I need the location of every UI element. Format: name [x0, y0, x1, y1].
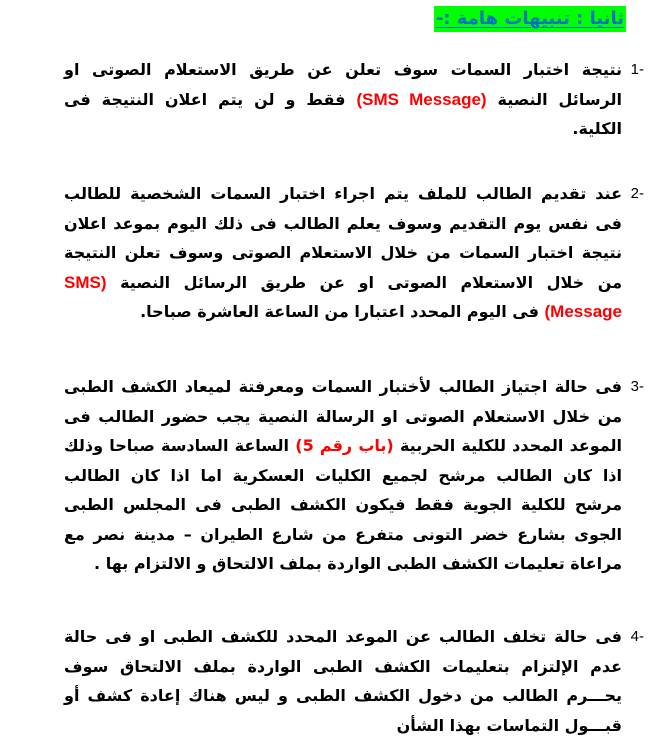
sms-highlight: (SMS Message) [64, 272, 622, 321]
notice-item-1 [64, 55, 644, 144]
item-number: 4- [630, 628, 644, 645]
item-text-cont: فى اليوم المحدد اعتبارا من الساعة العاشرة صباحا. [140, 302, 539, 321]
item-number: 1- [630, 61, 644, 78]
notice-item-4 [64, 622, 644, 740]
item-text-cont: الساعة السادسة صباحا وذلك اذا كان الطالب مرشح لجميع الكليات العسكرية اما اذا كان الطالب مرشح للكلية الجوية فقط فيكون الكشف الطبى فى المجلس الطبى الجوى بشارع خضر التونى متفرع من شارع الطيران – مدينة نصر مع مراعاة تعليمات الكشف الطبى الواردة بملف الالتحاق و الالتزام بها . [64, 436, 622, 573]
item-text-cont: فقط و لن يتم اعلان النتيجة فى الكلية. [64, 89, 622, 138]
sms-highlight: (SMS Message) [356, 89, 487, 109]
item-number: 2- [630, 185, 644, 202]
item-text: نتيجة اختبار السمات سوف تعلن عن طريق الاستعلام الصوتى او الرسائل النصية [64, 60, 623, 109]
gate-highlight: (باب رقم 5) [295, 436, 394, 455]
item-text: عند تقديم الطالب للملف يتم اجراء اختبار السمات الشخصية للطالب فى نفس يوم التقديم وسوف يعلم الطالب فى ذلك اليوم بموعد اعلان نتيجة اختبار السمات من خلال الاستعلام الصوتى وسوف تعلن النتيجة من خلال الاستعلام الصوتى او عن طريق الرسائل النصية [64, 184, 622, 292]
notice-item-2 [64, 179, 644, 327]
item-number: 3- [630, 378, 644, 395]
section-heading: ثانيا : تنبيهات هامة :- [434, 6, 626, 32]
notice-item-3 [64, 372, 644, 579]
item-text: فى حالة تخلف الطالب عن الموعد المحدد للكشف الطبى او فى حالة عدم الإلتزام بتعليمات الكشف الطبى الواردة بملف الالتحاق سوف يحـــرم الطالب من دخول الكشف الطبى و ليس هناك إعادة كشف أو قبـــول التماسات بهذا الشأن [64, 627, 622, 735]
item-text: فى حالة اجتياز الطالب لأختبار السمات ومعرفتة لميعاد الكشف الطبى من خلال الاستعلام الصوتى او الرسالة النصية يجب حضور الطالب فى الموعد المحدد للكلية الحربية [64, 377, 623, 455]
